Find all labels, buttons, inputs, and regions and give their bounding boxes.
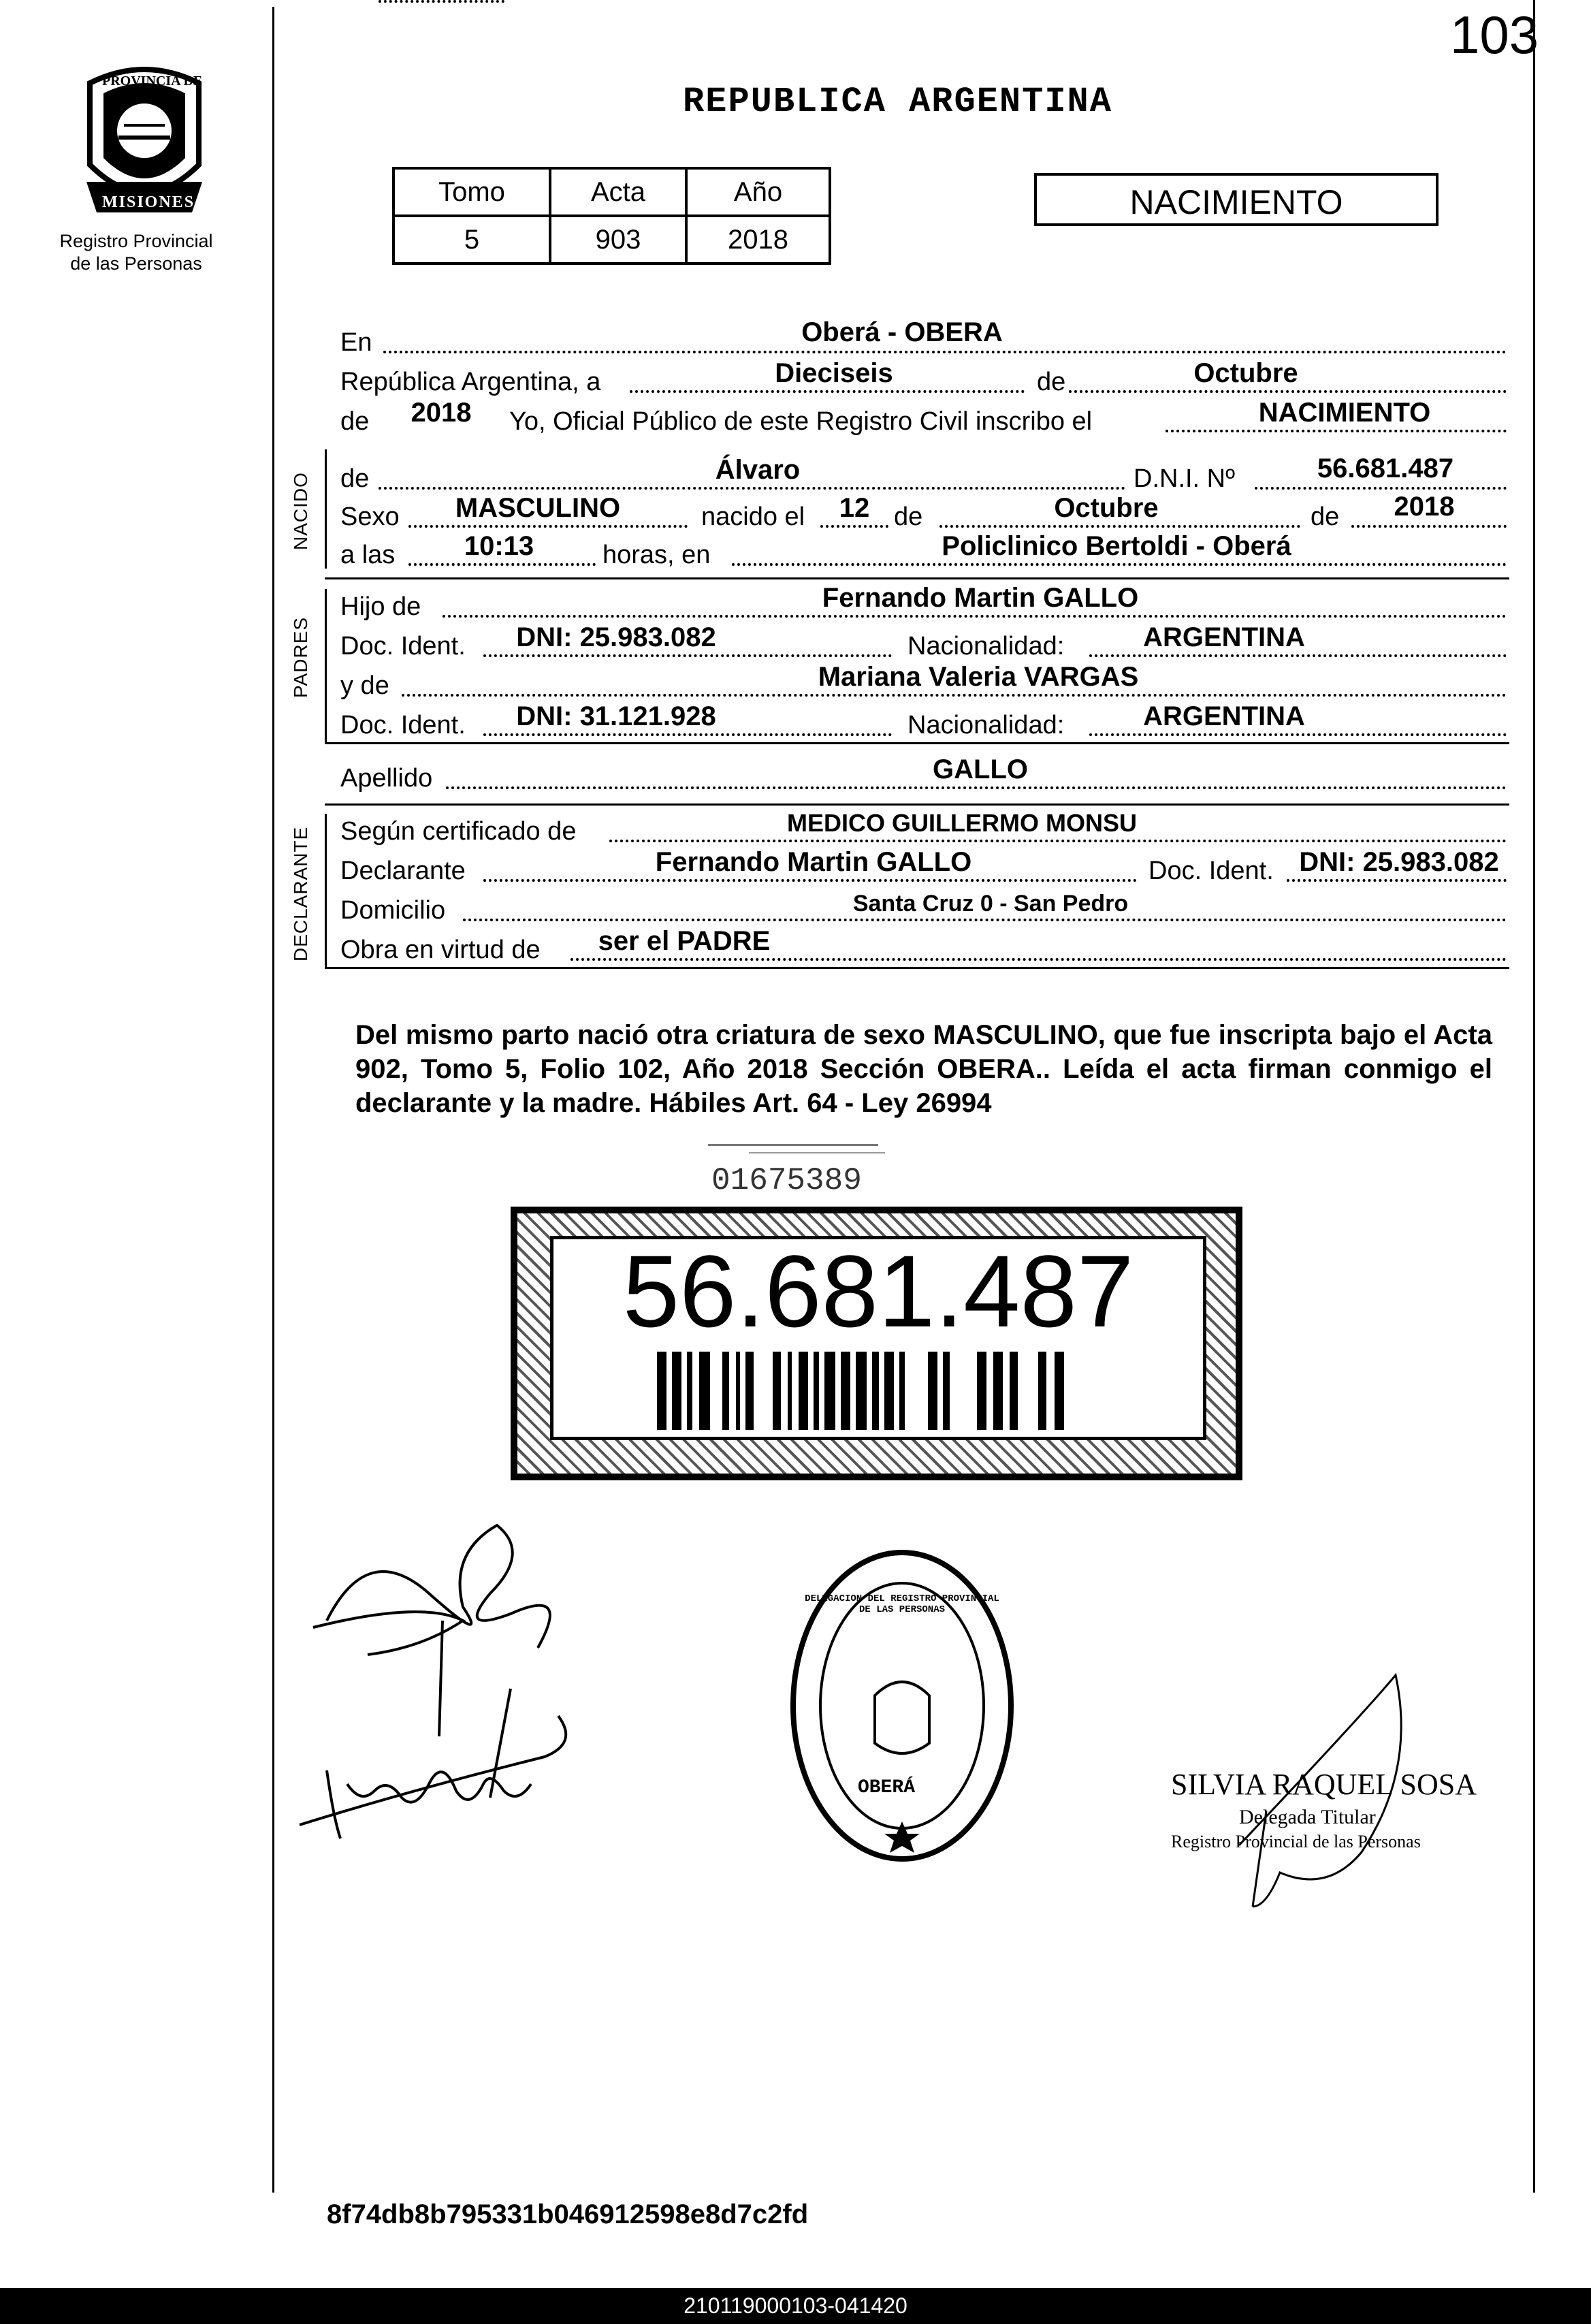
- label-nacionalidad: Nacionalidad:: [907, 711, 1065, 739]
- dotted-line: [630, 390, 1025, 393]
- label-en: En: [340, 328, 372, 357]
- label-de: de: [894, 503, 923, 531]
- value-madre: Mariana Valeria VARGAS: [818, 662, 1139, 692]
- dotted-line: [1166, 430, 1507, 432]
- dotted-line: [483, 879, 1137, 882]
- label-apellido: Apellido: [340, 764, 433, 793]
- dotted-line: [570, 958, 1507, 961]
- section-bracket: [325, 589, 327, 742]
- value-nombre: Álvaro: [715, 455, 801, 485]
- value-padre: Fernando Martin GALLO: [822, 583, 1139, 613]
- label-hijo-de: Hijo de: [340, 592, 421, 621]
- label-sexo: Sexo: [340, 503, 400, 531]
- value-mes-nacimiento: Octubre: [1054, 493, 1159, 523]
- registry-label-line2: de las Personas: [70, 253, 202, 274]
- dotted-line: [1089, 733, 1507, 736]
- dotted-line: [446, 786, 1507, 789]
- section-bracket: [325, 449, 327, 569]
- label-yo: Yo, Oficial Público de este Registro Civil inscribo el: [509, 407, 1093, 436]
- dotted-line: [939, 525, 1300, 528]
- seal-text-bottom: MISIONES: [102, 193, 195, 211]
- label-domicilio: Domicilio: [340, 896, 446, 925]
- value-declarante-doc: DNI: 25.983.082: [1299, 847, 1499, 877]
- section-divider: [325, 967, 1509, 969]
- dotted-line: [408, 563, 596, 566]
- label-doc-ident: Doc. Ident.: [340, 632, 466, 660]
- label-a-las: a las: [340, 541, 396, 569]
- official-seal-text-top: DELEGACION DEL REGISTRO PROVINCIAL DE LAS PERSONAS: [805, 1593, 999, 1615]
- label-de: de: [1037, 368, 1066, 396]
- record-type-box: NACIMIENTO: [1034, 173, 1439, 226]
- dotted-line: [379, 487, 1125, 490]
- registry-label-line1: Registro Provincial: [59, 231, 213, 251]
- value-obra: ser el PADRE: [598, 926, 771, 956]
- value-acto: NACIMIENTO: [1258, 398, 1431, 428]
- label-y-de: y de: [340, 671, 389, 700]
- value-madre-nacionalidad: ARGENTINA: [1143, 701, 1305, 731]
- seal-text-top: PROVINCIA DE: [102, 74, 203, 89]
- dotted-line: [820, 525, 888, 528]
- label-de: de: [340, 407, 370, 436]
- value-madre-doc: DNI: 31.121.928: [516, 701, 716, 731]
- right-margin-line: [1533, 0, 1535, 2193]
- section-divider: [325, 742, 1509, 744]
- label-horas-en: horas, en: [602, 541, 711, 569]
- page-number: 103: [1450, 5, 1539, 65]
- label-de: de: [1311, 503, 1340, 531]
- scribble-line: [708, 1144, 878, 1146]
- value-acta: 903: [550, 216, 686, 264]
- value-anio: 2018: [686, 216, 830, 264]
- value-dia-nacimiento: 12: [839, 493, 870, 523]
- record-table: [392, 167, 831, 265]
- signatory-office: Registro Provincial de las Personas: [1171, 1832, 1421, 1851]
- value-anio-registro: 2018: [411, 398, 472, 428]
- scribble-line: [749, 1152, 885, 1153]
- label-obra: Obra en virtud de: [340, 936, 541, 964]
- label-republica: República Argentina, a: [340, 368, 601, 396]
- header-anio: Año: [686, 168, 830, 216]
- dotted-line: [1287, 879, 1507, 882]
- dotted-line: [732, 563, 1507, 566]
- dotted-line: [379, 0, 504, 3]
- value-dni: 56.681.487: [1317, 453, 1454, 483]
- value-sexo: MASCULINO: [455, 493, 621, 523]
- value-anio-nacimiento: 2018: [1394, 492, 1455, 522]
- footer-code: 210119000103-041420: [684, 2293, 907, 2318]
- value-padre-doc: DNI: 25.983.082: [516, 622, 716, 652]
- signatory-role: Delegada Titular: [1239, 1806, 1376, 1828]
- dotted-line: [408, 525, 688, 528]
- document-title: REPUBLICA ARGENTINA: [683, 82, 1112, 122]
- dotted-line: [1351, 525, 1507, 528]
- signatory-name: SILVIA RAQUEL SOSA: [1171, 1768, 1477, 1801]
- section-label-nacido: NACIDO: [290, 472, 311, 550]
- label-nacionalidad: Nacionalidad:: [907, 632, 1065, 660]
- value-tomo: 5: [393, 216, 550, 264]
- dotted-line: [1255, 487, 1507, 490]
- section-divider: [325, 803, 1509, 806]
- value-hora: 10:13: [464, 531, 534, 561]
- additional-note: Del mismo parto nació otra criatura de sexo MASCULINO, que fue inscripta bajo el Acta 902, Tomo 5, Folio 102, Año 2018 Sección OBERA.. Leída el acta firman conmigo el declarante y la madre. Hábiles Art. 64 - Ley 26994: [355, 1020, 1492, 1118]
- serial-number: 01675389: [711, 1163, 862, 1198]
- barcode: [657, 1352, 1093, 1430]
- section-label-declarante: DECLARANTE: [290, 826, 311, 961]
- dotted-line: [443, 615, 1507, 618]
- label-dni: D.N.I. Nº: [1134, 464, 1235, 493]
- header-tomo: Tomo: [393, 168, 550, 216]
- dotted-line: [463, 919, 1507, 921]
- value-lugar: Oberá - OBERA: [801, 317, 1003, 347]
- left-margin-line: [272, 7, 274, 2193]
- dni-sticker-number: 56.681.487: [622, 1234, 1134, 1348]
- section-bracket: [325, 814, 327, 967]
- value-domicilio: Santa Cruz 0 - San Pedro: [852, 891, 1129, 917]
- value-certificado: MEDICO GUILLERMO MONSU: [787, 809, 1137, 837]
- registry-label: [27, 230, 245, 275]
- dotted-line: [383, 351, 1507, 353]
- official-seal-text-bottom: OBERÁ: [858, 1777, 916, 1798]
- label-segun: Según certificado de: [340, 817, 577, 846]
- section-divider: [325, 577, 1509, 579]
- document-hash: 8f74db8b795331b046912598e8d7c2fd: [327, 2199, 809, 2229]
- value-lugar-nacimiento: Policlinico Bertoldi - Oberá: [942, 531, 1291, 561]
- value-apellido: GALLO: [933, 754, 1028, 784]
- header-acta: Acta: [550, 168, 686, 216]
- dotted-line: [1069, 390, 1507, 393]
- label-nacido-el: nacido el: [701, 503, 805, 531]
- dotted-line: [609, 840, 1507, 842]
- label-de: de: [340, 464, 370, 493]
- dotted-line: [483, 654, 892, 657]
- value-mes-registro: Octubre: [1193, 358, 1298, 388]
- value-declarante: Fernando Martin GALLO: [655, 847, 972, 877]
- section-label-padres: PADRES: [290, 616, 311, 698]
- dotted-line: [483, 733, 892, 736]
- label-declarante: Declarante: [340, 857, 466, 885]
- label-doc-ident: Doc. Ident.: [1148, 857, 1274, 885]
- label-doc-ident: Doc. Ident.: [340, 711, 466, 739]
- value-padre-nacionalidad: ARGENTINA: [1143, 622, 1305, 652]
- dotted-line: [1089, 654, 1507, 657]
- dotted-line: [402, 694, 1507, 697]
- value-dia-letras: Dieciseis: [775, 358, 893, 388]
- signature-left: [286, 1512, 667, 1852]
